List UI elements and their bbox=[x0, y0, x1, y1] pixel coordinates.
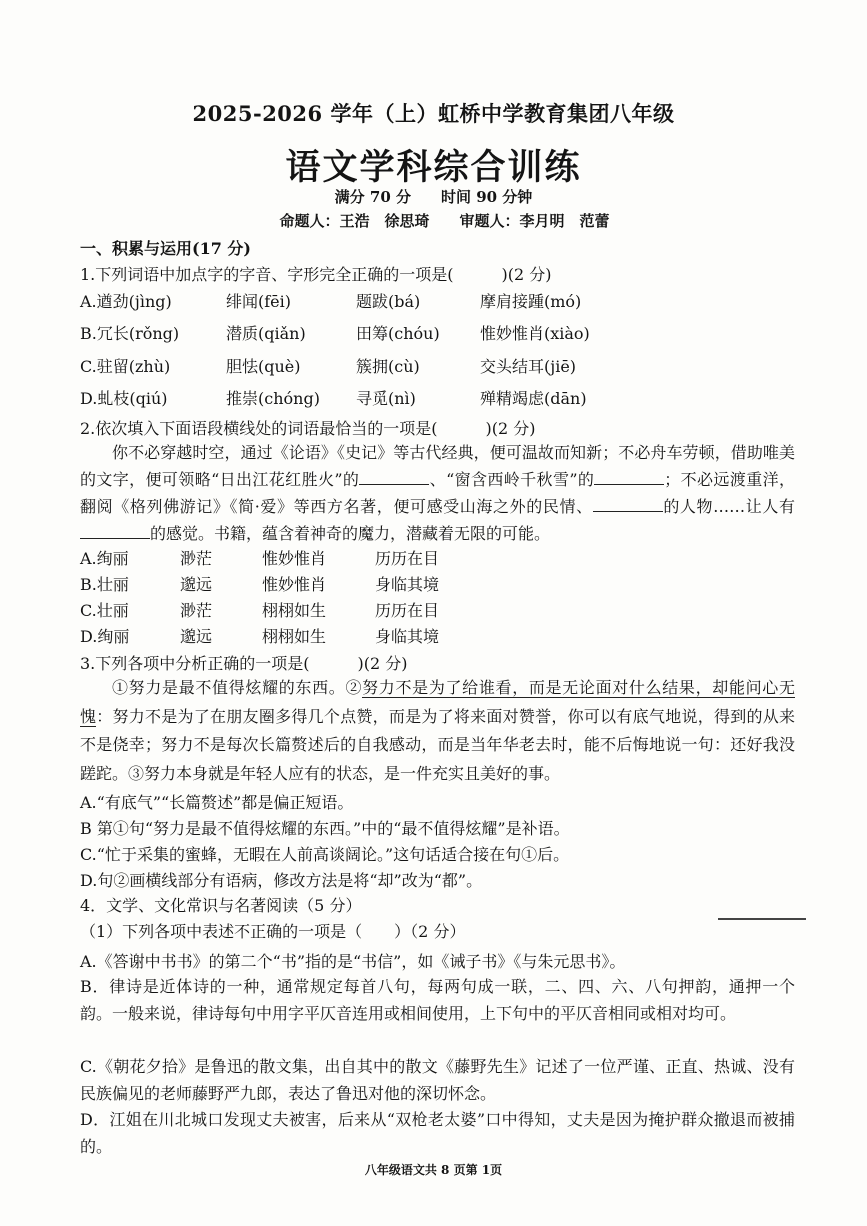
q2-option-a-4: 历历在目 bbox=[375, 549, 440, 568]
q4-stem: 4．文学、文化常识与名著阅读（5 分） bbox=[80, 896, 362, 915]
q2-option-c-2: 渺茫 bbox=[180, 601, 213, 620]
q3-option-d: D.句②画横线部分有语病，修改方法是将“却”改为“都”。 bbox=[80, 871, 483, 890]
q1-option-d-1: D.虬枝(qiú) bbox=[80, 389, 168, 408]
q1-option-c-3: 簇拥(cù) bbox=[356, 357, 420, 376]
q2-passage-part2: 、“窗含西岭千秋雪”的 bbox=[429, 470, 595, 489]
pen-stroke-mark bbox=[718, 918, 806, 920]
q2-blank-4 bbox=[80, 524, 150, 539]
q2-stem: 2.依次填入下面语段横线处的词语最恰当的一项是( )(2 分) bbox=[80, 419, 536, 438]
q1-option-b-1: B.冗长(rǒng) bbox=[80, 324, 180, 343]
q1-option-d-2: 推崇(chóng) bbox=[226, 389, 320, 408]
q2-passage-part3: ；不必远渡重洋，翻阅《格列佛游记》《简·爱》等西方名著，便可感受山海之外的民情、 bbox=[80, 470, 795, 516]
q1-option-d-4: 殚精竭虑(dān) bbox=[480, 389, 587, 408]
q2-passage-part5: 的感觉。书籍，蕴含着神奇的魔力，潜藏着无限的可能。 bbox=[150, 524, 551, 543]
q2-option-d-1: D.绚丽 bbox=[80, 627, 130, 646]
q1-option-a-1: A.遒劲(jìng) bbox=[80, 292, 172, 311]
exam-title-main: 语文学科综合训练 bbox=[285, 147, 582, 188]
q2-option-a-3: 惟妙惟肖 bbox=[262, 549, 327, 568]
q2-option-c-1: C.壮丽 bbox=[80, 601, 129, 620]
q1-option-c-2: 胆怯(què) bbox=[226, 357, 301, 376]
q3-passage-part3: ：努力不是为了在朋友圈多得几个点赞，而是为了将来面对赞誉，你可以有底气地说，得到的从来不是侥幸；努力不是每次长篇赘述后的自我感动，而是当年华老去时，能不后悔地说一句：还好我没蹉跎。③努力本身就是年轻人应有的状态，是一件充实且美好的事。 bbox=[80, 706, 795, 783]
q4-option-a: A.《答谢中书书》的第二个“书”指的是“书信”，如《诫子书》《与朱元思书》。 bbox=[80, 952, 626, 971]
q2-option-b-1: B.壮丽 bbox=[80, 575, 129, 594]
q1-option-b-3: 田筹(chóu) bbox=[356, 324, 440, 343]
q2-option-d-3: 栩栩如生 bbox=[262, 627, 327, 646]
q3-option-c: C.“忙于采集的蜜蜂，无暇在人前高谈阔论。”这句话适合接在句①后。 bbox=[80, 845, 570, 864]
q1-option-a-3: 题跋(bá) bbox=[356, 292, 421, 311]
q1-option-b-4: 惟妙惟肖(xiào) bbox=[480, 324, 590, 343]
q3-passage bbox=[80, 674, 795, 788]
q3-option-b: B 第①句“努力是最不值得炫耀的东西。”中的“最不值得炫耀”是补语。 bbox=[80, 819, 570, 838]
q2-option-c-4: 历历在目 bbox=[375, 601, 440, 620]
q3-stem: 3.下列各项中分析正确的一项是( )(2 分) bbox=[80, 654, 408, 673]
section-title: 一、积累与运用(17 分) bbox=[80, 239, 251, 258]
q3-underlined-sentence: 努力不是为了给谁看，而是无论面对什么结果，却能问心无愧 bbox=[80, 678, 795, 726]
q4-option-d: D．江姐在川北城口发现丈夫被害，后来从“双枪老太婆”口中得知，丈夫是因为掩护群众撤退而被捕的。 bbox=[80, 1110, 795, 1156]
q1-option-c-4: 交头结耳(jiē) bbox=[480, 357, 577, 376]
q3-option-a: A.“有底气”“长篇赘述”都是偏正短语。 bbox=[80, 793, 354, 812]
exam-authors: 命题人：王浩 徐思琦 审题人：李月明 范蕾 bbox=[279, 212, 610, 230]
q2-blank-2 bbox=[594, 470, 664, 485]
q4-option-b: B．律诗是近体诗的一种，通常规定每首八句，每两句成一联，二、四、六、八句押韵，通押一个韵。一般来说，律诗每句中用字平仄音连用或相间使用，上下句中的平仄音相同或相对均可。 bbox=[80, 977, 795, 1023]
exam-meta: 满分 70 分 时间 90 分钟 bbox=[334, 188, 533, 206]
q1-stem: 1.下列词语中加点字的字音、字形完全正确的一项是( )(2 分) bbox=[80, 265, 552, 284]
q1-option-d-3: 寻觅(nì) bbox=[356, 389, 416, 408]
q2-option-d-4: 身临其境 bbox=[375, 627, 440, 646]
q4-sub-question: （1）下列各项中表述不正确的一项是（ ）（2 分） bbox=[80, 922, 466, 941]
q2-option-b-4: 身临其境 bbox=[375, 575, 440, 594]
page-footer: 八年级语文共 8 页第 1页 bbox=[364, 1163, 503, 1177]
q2-passage-part1: 你不必穿越时空，通过《论语》《史记》等古代经典，便可温故而知新；不必舟车劳顿，借助唯美的文字，便可领略“日出江花红胜火”的 bbox=[80, 443, 795, 489]
q2-blank-3 bbox=[593, 497, 663, 512]
exam-title-line1: 2025-2026 学年（上）虹桥中学教育集团八年级 bbox=[192, 101, 675, 126]
q2-option-b-3: 惟妙惟肖 bbox=[262, 575, 327, 594]
q2-option-d-2: 邈远 bbox=[180, 627, 213, 646]
q1-option-a-2: 绯闻(fēi) bbox=[226, 292, 291, 311]
q2-blank-1 bbox=[359, 470, 429, 485]
q3-passage-part1: ①努力是最不值得炫耀的东西。② bbox=[112, 678, 363, 697]
q2-option-c-3: 栩栩如生 bbox=[262, 601, 327, 620]
q2-option-b-2: 邈远 bbox=[180, 575, 213, 594]
q2-option-a-2: 渺茫 bbox=[180, 549, 213, 568]
q1-option-a-4: 摩肩接踵(mó) bbox=[480, 292, 582, 311]
q2-option-a-1: A.绚丽 bbox=[80, 549, 129, 568]
q1-option-b-2: 潜质(qiǎn) bbox=[226, 324, 306, 343]
q2-passage-part4: 的人物……让人有 bbox=[662, 497, 795, 516]
q1-option-c-1: C.驻留(zhù) bbox=[80, 357, 171, 376]
q2-passage bbox=[80, 439, 795, 547]
q4-option-c: C.《朝花夕拾》是鲁迅的散文集，出自其中的散文《藤野先生》记述了一位严谨、正直、热诚、没有民族偏见的老师藤野严九郎，表达了鲁迅对他的深切怀念。 bbox=[80, 1057, 795, 1103]
